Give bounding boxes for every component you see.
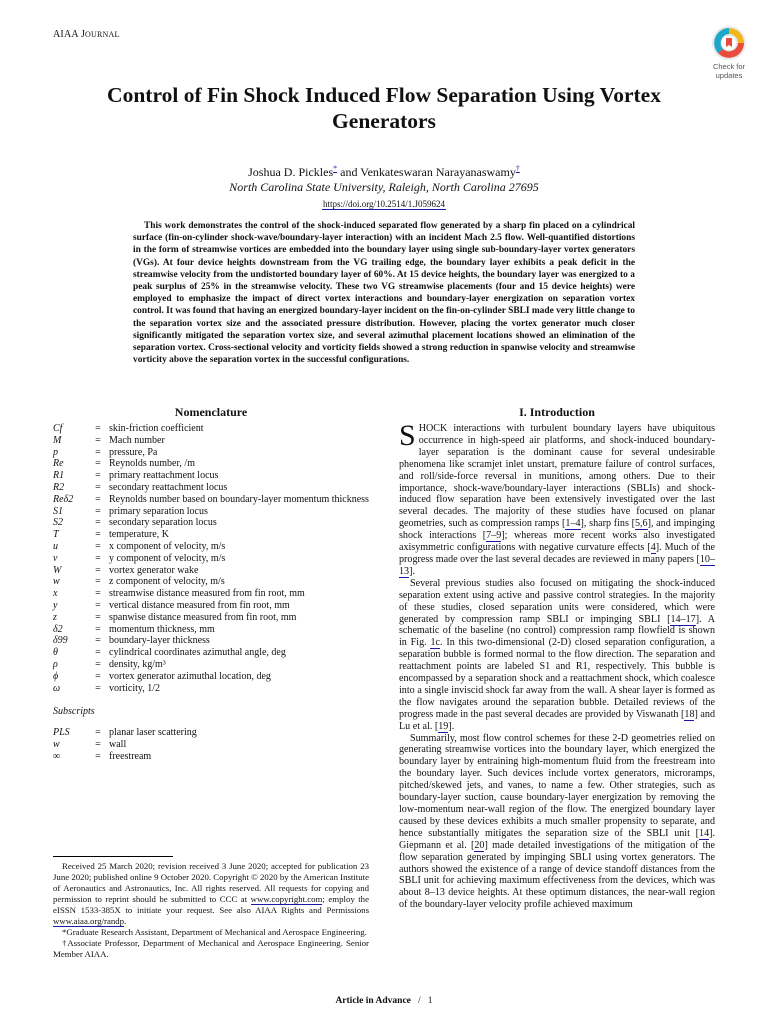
nomenclature-entry	[53, 494, 373, 506]
abstract: This work demonstrates the control of the shock-induced separated flow generated by a sharp fin placed on a cylindrical surface (fin-on-cylinder shock-wave/boundary-layer interaction) with an incident Mach 2.5 flow. Well-quantified distortions in the form of streamwise vortices are embedded into the boundary layer using single sub-boundary-layer vortex generators (VGs). At four device heights downstream from the VG trailing edge, the boundary layer exhibits a peak deficit in the streamwise velocity from the undistorted boundary layer of 60%. At 15 device heights, the boundary layer was energized to a peak surplus of 25% in the streamwise velocity. These two VG streamwise placements (four and 15 device heights) were employed to emphasize the impact of direct vortex interactions and boundary-layer energization on separation vortex control. It was found that having an energized boundary-layer incident on the fin-on-cylinder SBLI made very little change to the separation vortex size and the associated pressure distribution. However, placing the vortex generator much closer significantly mitigated the separation vortex size, and several azimuthal placement locations showed an elimination of the separation vortex. Cross-sectional velocity and vorticity fields showed a strong reduction in spanwise velocity and streamwise vorticity above the separation vortex in the successful configurations.	[133, 221, 635, 366]
nomenclature-entry	[53, 612, 373, 624]
author-line	[60, 164, 708, 180]
citation-link[interactable]: 14–17	[670, 613, 696, 625]
nomenclature-definition: z component of velocity, m/s	[109, 576, 225, 588]
nomenclature-symbol: ω	[53, 682, 61, 694]
nomenclature-symbol: M	[53, 434, 62, 446]
nomenclature-entry	[53, 635, 373, 647]
nomenclature-definition: pressure, Pa	[109, 446, 158, 458]
nomenclature-symbol: p	[53, 446, 58, 458]
drop-cap: S	[399, 419, 416, 452]
badge-line1: Check for	[712, 62, 746, 71]
nomenclature-definition: freestream	[109, 750, 152, 762]
nomenclature-symbol: Reδ2	[53, 493, 74, 505]
equals-sign: =	[95, 576, 101, 588]
badge-line2: updates	[715, 71, 743, 80]
author-1: Joshua D. Pickles	[248, 165, 334, 179]
nomenclature-symbol: θ	[53, 647, 58, 659]
equals-sign: =	[95, 623, 101, 635]
equals-sign: =	[95, 611, 101, 623]
citation-link[interactable]: 4	[650, 542, 656, 554]
nomenclature-entry	[53, 517, 373, 529]
author-1-footnote-mark[interactable]: *	[333, 164, 338, 173]
equals-sign: =	[95, 750, 101, 762]
nomenclature-definition: x component of velocity, m/s	[109, 540, 226, 552]
nomenclature-symbol: Re	[53, 458, 64, 470]
nomenclature-entry	[53, 751, 373, 763]
nomenclature-symbol: W	[53, 564, 62, 576]
footnote-rule	[53, 856, 173, 857]
nomenclature-entry	[53, 541, 373, 553]
citation-link[interactable]: 14	[699, 827, 710, 839]
nomenclature-entry	[53, 624, 373, 636]
affiliation: North Carolina State University, Raleigh, North Carolina 27695	[229, 180, 539, 194]
nomenclature-definition: boundary-layer thickness	[109, 635, 210, 647]
nomenclature-entry	[53, 588, 373, 600]
equals-sign: =	[95, 446, 101, 458]
page-number: 1	[427, 996, 433, 1006]
nomenclature-definition: vorticity, 1/2	[109, 682, 161, 694]
introduction-heading: I. Introduction	[519, 405, 595, 419]
nomenclature-definition: planar laser scattering	[109, 727, 197, 739]
citation-link[interactable]: 1–4	[565, 518, 581, 530]
nomenclature-definition: primary reattachment locus	[109, 470, 219, 482]
nomenclature-symbol: u	[53, 540, 58, 552]
nomenclature-symbol: ρ	[53, 658, 58, 670]
equals-sign: =	[95, 670, 101, 682]
equals-sign: =	[95, 458, 101, 470]
check-for-updates-badge[interactable]	[700, 24, 758, 80]
nomenclature-definition: secondary separation locus	[109, 517, 217, 529]
equals-sign: =	[95, 599, 101, 611]
nomenclature-symbol: S2	[53, 517, 63, 529]
introduction-body	[399, 419, 715, 911]
citation-link[interactable]: 18	[684, 708, 695, 720]
nomenclature-entry	[53, 423, 373, 435]
intro-paragraph-1: SHOCK interactions with turbulent boundary layers have ubiquitous occurrence in high-speed air platforms, and shock-induced boundary-layer separation is the dominant cause for several undesirable phenomena like scramjet inlet unstart, premature failure of control surfaces, and roll/side-force reversal in munitions, among others. Due to their importance, shock-wave/boundary-layer interactions (SBLIs) and shock-induced flow separation have been extensively investigated over the last several decades. The majority of these studies have focused on planar geometries, such as compression ramps [1–4], sharp fins [5,6], and impinging shock interactions [7–9]; whereas more recent works also investigated axisymmetric configurations with negative curvature effects [4]. Much of the progress made over the last several decades are reviewed in many papers [10–13].	[399, 419, 715, 577]
nomenclature-symbol: ∞	[53, 750, 61, 762]
nomenclature-symbol: w	[53, 576, 60, 588]
author-1-footnote: *Graduate Research Assistant, Department of Mechanical and Aerospace Engineering.	[62, 927, 367, 937]
nomenclature-definition: temperature, K	[109, 529, 169, 541]
citation-link[interactable]: 5,6	[634, 518, 648, 530]
nomenclature-symbol: S1	[53, 505, 63, 517]
nomenclature-definition: y component of velocity, m/s	[109, 552, 226, 564]
footer-separator: /	[418, 996, 421, 1006]
nomenclature-symbol: Cf	[53, 423, 63, 434]
journal-name: AIAA JOURNAL	[53, 29, 120, 40]
equals-sign: =	[95, 481, 101, 493]
nomenclature-entry	[53, 659, 373, 671]
nomenclature-entry	[53, 600, 373, 612]
nomenclature-entry	[53, 506, 373, 518]
equals-sign: =	[95, 505, 101, 517]
aiaa-permissions-link[interactable]: www.aiaa.org/randp	[53, 916, 125, 926]
nomenclature-definition: streamwise distance measured from fin root, mm	[109, 588, 305, 600]
citation-link[interactable]: 19	[438, 720, 449, 732]
equals-sign: =	[95, 470, 101, 482]
citation-link[interactable]: 7–9	[486, 530, 502, 542]
nomenclature-entry	[53, 647, 373, 659]
nomenclature-definition: Reynolds number, /m	[109, 458, 195, 470]
nomenclature-definition: primary separation locus	[109, 505, 208, 517]
subscripts-heading: Subscripts	[53, 706, 95, 718]
nomenclature-definition: density, kg/m³	[109, 658, 166, 670]
nomenclature-entry	[53, 435, 373, 447]
citation-link[interactable]: 10–13	[399, 553, 715, 577]
paper-title: Control of Fin Shock Induced Flow Separation Using Vortex Generators	[107, 83, 661, 133]
nomenclature-entry	[53, 727, 373, 739]
nomenclature-definition: vortex generator azimuthal location, deg	[109, 670, 271, 682]
nomenclature-definition: wall	[109, 739, 127, 751]
nomenclature-symbol: z	[53, 611, 57, 623]
nomenclature-definition: Reynolds number based on boundary-layer momentum thickness	[109, 493, 369, 505]
nomenclature-symbol: w	[53, 739, 60, 751]
nomenclature-symbol: y	[53, 599, 58, 611]
nomenclature-symbol: ϕ	[53, 670, 59, 682]
check-updates-icon	[710, 24, 748, 62]
equals-sign: =	[95, 658, 101, 670]
nomenclature-entry	[53, 553, 373, 565]
copyright-link[interactable]: www.copyright.com	[250, 894, 323, 904]
nomenclature-entry	[53, 565, 373, 577]
equals-sign: =	[95, 529, 101, 541]
equals-sign: =	[95, 423, 101, 434]
author-conjunction: and	[337, 165, 361, 179]
nomenclature-definition: cylindrical coordinates azimuthal angle, deg	[109, 647, 286, 659]
footer-label: Article in Advance	[335, 996, 411, 1006]
nomenclature-entry	[53, 683, 373, 695]
citation-link[interactable]: 20	[474, 839, 485, 851]
nomenclature-entry	[53, 482, 373, 494]
nomenclature-symbol: R1	[53, 470, 65, 482]
nomenclature-definition: secondary reattachment locus	[109, 481, 228, 493]
nomenclature-definition: vortex generator wake	[109, 564, 199, 576]
author-2: Venkateswaran Narayanaswamy	[360, 165, 516, 179]
nomenclature-definition: momentum thickness, mm	[109, 623, 215, 635]
nomenclature-entry	[53, 458, 373, 470]
nomenclature-symbol: R2	[53, 481, 65, 493]
nomenclature-list	[53, 423, 373, 763]
nomenclature-entry	[53, 739, 373, 751]
figure-link[interactable]: 1c	[430, 637, 441, 649]
nomenclature-entry	[53, 447, 373, 459]
nomenclature-definition: skin-friction coefficient	[109, 423, 204, 434]
equals-sign: =	[95, 517, 101, 529]
equals-sign: =	[95, 647, 101, 659]
nomenclature-definition: Mach number	[109, 434, 165, 446]
nomenclature-symbol: v	[53, 552, 58, 564]
equals-sign: =	[95, 434, 101, 446]
equals-sign: =	[95, 540, 101, 552]
nomenclature-symbol: T	[53, 529, 59, 541]
nomenclature-entry	[53, 470, 373, 482]
nomenclature-symbol: δ99	[53, 635, 68, 647]
author-2-footnote-mark[interactable]: †	[515, 164, 520, 173]
doi-link[interactable]: https://doi.org/10.2514/1.J059624	[322, 199, 446, 209]
equals-sign: =	[95, 493, 101, 505]
nomenclature-symbol: δ2	[53, 623, 63, 635]
received-note: Received 25 March 2020; revision received 3 June 2020; accepted for publication 23 June 2020; published online 9 October 2020. Copyright © 2020 by the American Institute of Aeronautics and Astronautics, Inc. All rights reserved. All requests for copying and permission to reprint should be submitted to CCC at www.copyright.com; employ the eISSN 1533-385X to initiate your request. See also AIAA Rights and Permissions www.aiaa.org/randp.	[53, 861, 369, 926]
equals-sign: =	[95, 739, 101, 751]
nomenclature-definition: vertical distance measured from fin root, mm	[109, 599, 290, 611]
equals-sign: =	[95, 588, 101, 600]
equals-sign: =	[95, 727, 101, 739]
intro-paragraph-2: Several previous studies also focused on mitigating the shock-induced separation extent using active and passive control strategies. In the majority of these studies, closed separation units were considered, which were generated by compression ramp SBLI or impinging SBLI [14–17]. A schematic of the baseline (no control) compression ramp flowfield is shown in Fig. 1c. In this two-dimensional (2-D) closed separation configuration, a separation bubble is formed normal to the flow direction. The separation and reattachment points are labeled S1 and R1, respectively. This bubble is encompassed by a separation shock and a reattachment shock, which coalesce into a single inviscid shock far away from the wall. A shear layer is formed as the flow navigates around the separation bubble. Detailed reviews of the progress made in the past several decades are provided by Viswanath [18] and Lu et al. [19].	[399, 577, 715, 732]
equals-sign: =	[95, 564, 101, 576]
nomenclature-definition: spanwise distance measured from fin root, mm	[109, 611, 297, 623]
author-2-footnote: †Associate Professor, Department of Mechanical and Aerospace Engineering. Senior Member AIAA.	[53, 938, 369, 959]
equals-sign: =	[95, 682, 101, 694]
equals-sign: =	[95, 552, 101, 564]
equals-sign: =	[95, 635, 101, 647]
footnotes	[53, 861, 369, 960]
nomenclature-heading: Nomenclature	[174, 405, 248, 419]
intro-paragraph-3: Summarily, most flow control schemes for these 2-D geometries relied on generating streamwise vortices into the boundary layer, which energized the boundary layer by entraining high-momentum fluid from the freestream into the boundary layer. Such devices include vortex generators, microramps, pitched/skewed jets, and vanes, to name a few. Other strategies, such as boundary-layer suction, cause boundary-layer energization by removing the low-momentum near-wall region of the flow. The energized boundary layer caused by these devices exhibits a much smaller propensity to separate, and hence substantially mitigates the separation size of the SBLI unit [14]. Giepmann et al. [20] made detailed investigations of the mitigation of the flow separation generated by impinging SBLI using vortex generators. The authors showed the existence of a range of device standoff distances from the SBLI unit for achieving maximum effectiveness from the devices, which was about 8–13 device heights. At these optimum distances, the near-wall region of the boundary-layer velocity profile achieved maximum	[399, 732, 715, 911]
nomenclature-entry	[53, 671, 373, 683]
page-footer	[0, 996, 768, 1006]
nomenclature-symbol: PLS	[53, 727, 70, 739]
nomenclature-entry	[53, 576, 373, 588]
nomenclature-symbol: x	[53, 588, 58, 600]
nomenclature-entry	[53, 529, 373, 541]
